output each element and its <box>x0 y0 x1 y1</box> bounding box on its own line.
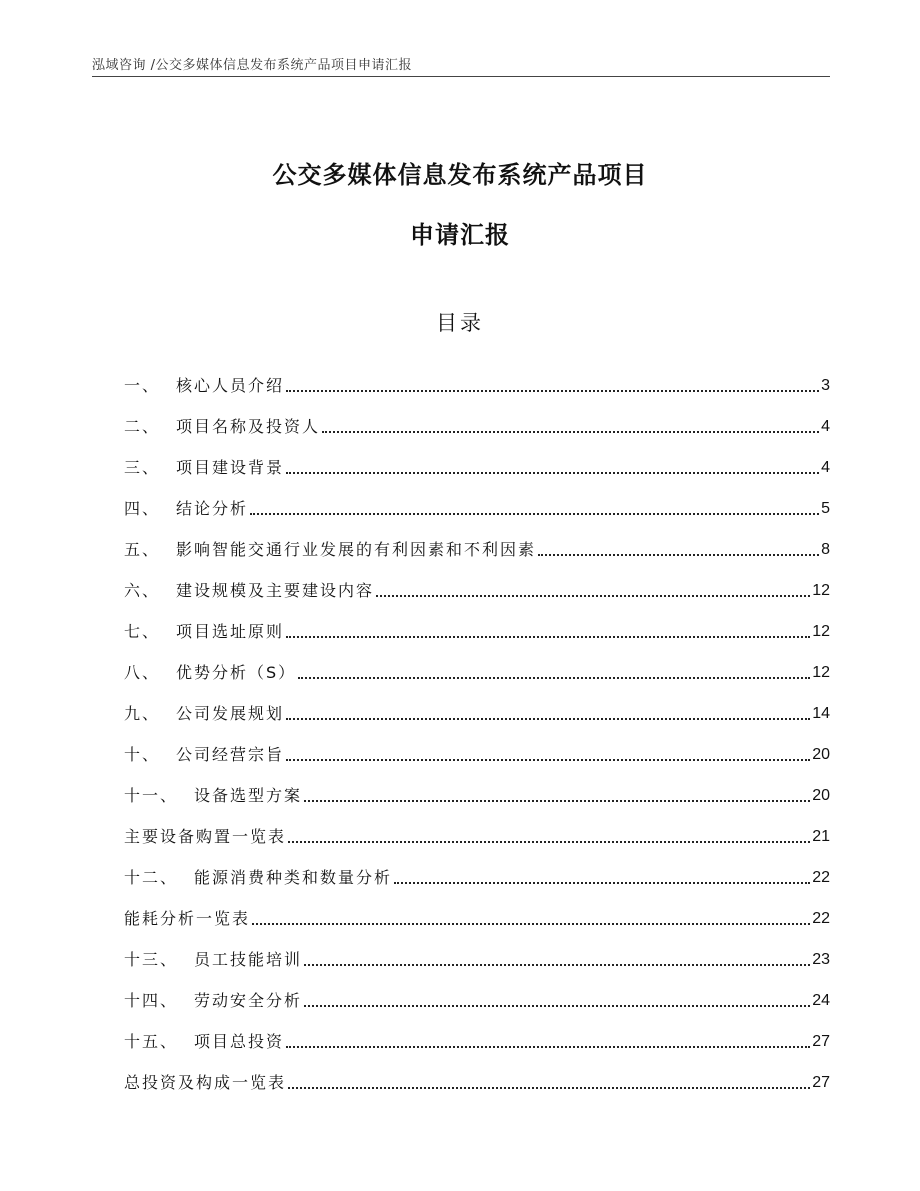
toc-entry-page: 22 <box>812 869 830 886</box>
toc-entry-number: 三、 <box>124 458 161 477</box>
toc-entry-title: 能耗分析一览表 <box>124 909 251 928</box>
toc-entry-page: 20 <box>812 787 830 804</box>
toc-entry[interactable] <box>124 602 830 643</box>
toc-leader-dots <box>286 472 819 474</box>
toc-entry[interactable] <box>124 1053 830 1094</box>
toc-entry-page: 23 <box>812 951 830 968</box>
toc-leader-dots <box>322 431 819 433</box>
toc-entry-title: 结论分析 <box>176 499 249 518</box>
toc-entry-number: 七、 <box>124 622 161 641</box>
toc-entry[interactable] <box>124 684 830 725</box>
toc-entry-title: 设备选型方案 <box>194 786 303 805</box>
toc-leader-dots <box>286 390 819 392</box>
toc-leader-dots <box>538 554 819 556</box>
toc-leader-dots <box>304 800 810 802</box>
toc-leader-dots <box>286 636 810 638</box>
toc-heading: 目录 <box>436 311 484 335</box>
toc-entry-number: 六、 <box>124 581 161 600</box>
toc-entry-page: 3 <box>821 377 830 394</box>
toc-entry-page: 21 <box>812 828 830 845</box>
toc-entry-number: 二、 <box>124 417 161 436</box>
toc-entry-page: 24 <box>812 992 830 1009</box>
toc-entry-number: 十四、 <box>124 991 179 1010</box>
toc-entry-title: 项目总投资 <box>194 1032 285 1051</box>
toc-entry-page: 27 <box>812 1074 830 1091</box>
toc-entry-title: 能源消费种类和数量分析 <box>194 868 393 887</box>
toc-entry-number: 四、 <box>124 499 161 518</box>
toc-entry-number: 十三、 <box>124 950 179 969</box>
running-header: 泓域咨询 /公交多媒体信息发布系统产品项目申请汇报 <box>92 58 413 73</box>
header-divider <box>92 76 830 77</box>
toc-leader-dots <box>286 718 810 720</box>
toc-leader-dots <box>304 964 810 966</box>
toc-entry[interactable] <box>124 807 830 848</box>
toc-entry-title: 主要设备购置一览表 <box>124 827 287 846</box>
toc-entry-title: 员工技能培训 <box>194 950 303 969</box>
toc-leader-dots <box>376 595 810 597</box>
table-of-contents <box>124 356 830 1094</box>
toc-leader-dots <box>250 513 819 515</box>
toc-entry-number: 八、 <box>124 663 161 682</box>
toc-entry-number: 九、 <box>124 704 161 723</box>
toc-entry-number: 十、 <box>124 745 161 764</box>
toc-entry[interactable] <box>124 971 830 1012</box>
toc-entry-title: 总投资及构成一览表 <box>124 1073 287 1092</box>
toc-entry[interactable] <box>124 1012 830 1053</box>
toc-entry[interactable] <box>124 479 830 520</box>
toc-entry-page: 4 <box>821 418 830 435</box>
toc-leader-dots <box>304 1005 810 1007</box>
toc-entry-title: 建设规模及主要建设内容 <box>176 581 375 600</box>
document-title-line-2: 申请汇报 <box>410 221 510 249</box>
toc-entry[interactable] <box>124 438 830 479</box>
toc-entry-page: 12 <box>812 664 830 681</box>
toc-leader-dots <box>288 841 810 843</box>
toc-entry[interactable] <box>124 356 830 397</box>
toc-entry-title: 项目建设背景 <box>176 458 285 477</box>
toc-leader-dots <box>298 677 810 679</box>
toc-entry-number: 十一、 <box>124 786 179 805</box>
toc-entry-number: 一、 <box>124 376 161 395</box>
toc-entry-title: 优势分析（S） <box>176 663 297 682</box>
toc-entry[interactable] <box>124 725 830 766</box>
document-title-line-1: 公交多媒体信息发布系统产品项目 <box>272 161 648 189</box>
toc-entry[interactable] <box>124 848 830 889</box>
toc-entry-title: 核心人员介绍 <box>176 376 285 395</box>
toc-entry-page: 4 <box>821 459 830 476</box>
toc-entry-page: 20 <box>812 746 830 763</box>
toc-entry-page: 5 <box>821 500 830 517</box>
toc-leader-dots <box>288 1087 810 1089</box>
toc-entry-number: 十二、 <box>124 868 179 887</box>
toc-entry-number: 十五、 <box>124 1032 179 1051</box>
toc-entry-title: 影响智能交通行业发展的有利因素和不利因素 <box>176 540 537 559</box>
toc-leader-dots <box>252 923 810 925</box>
toc-entry-page: 8 <box>821 541 830 558</box>
toc-entry[interactable] <box>124 930 830 971</box>
toc-entry[interactable] <box>124 889 830 930</box>
toc-entry-title: 项目选址原则 <box>176 622 285 641</box>
toc-leader-dots <box>394 882 810 884</box>
toc-entry[interactable] <box>124 397 830 438</box>
toc-entry-title: 项目名称及投资人 <box>176 417 321 436</box>
toc-entry[interactable] <box>124 766 830 807</box>
toc-entry-page: 27 <box>812 1033 830 1050</box>
toc-entry-page: 22 <box>812 910 830 927</box>
toc-entry-number: 五、 <box>124 540 161 559</box>
toc-entry-title: 公司经营宗旨 <box>176 745 285 764</box>
toc-entry[interactable] <box>124 520 830 561</box>
toc-entry[interactable] <box>124 643 830 684</box>
toc-entry-title: 劳动安全分析 <box>194 991 303 1010</box>
toc-leader-dots <box>286 1046 810 1048</box>
toc-entry-title: 公司发展规划 <box>176 704 285 723</box>
toc-entry-page: 12 <box>812 623 830 640</box>
toc-entry-page: 14 <box>812 705 830 722</box>
toc-entry-page: 12 <box>812 582 830 599</box>
toc-leader-dots <box>286 759 810 761</box>
toc-entry[interactable] <box>124 561 830 602</box>
